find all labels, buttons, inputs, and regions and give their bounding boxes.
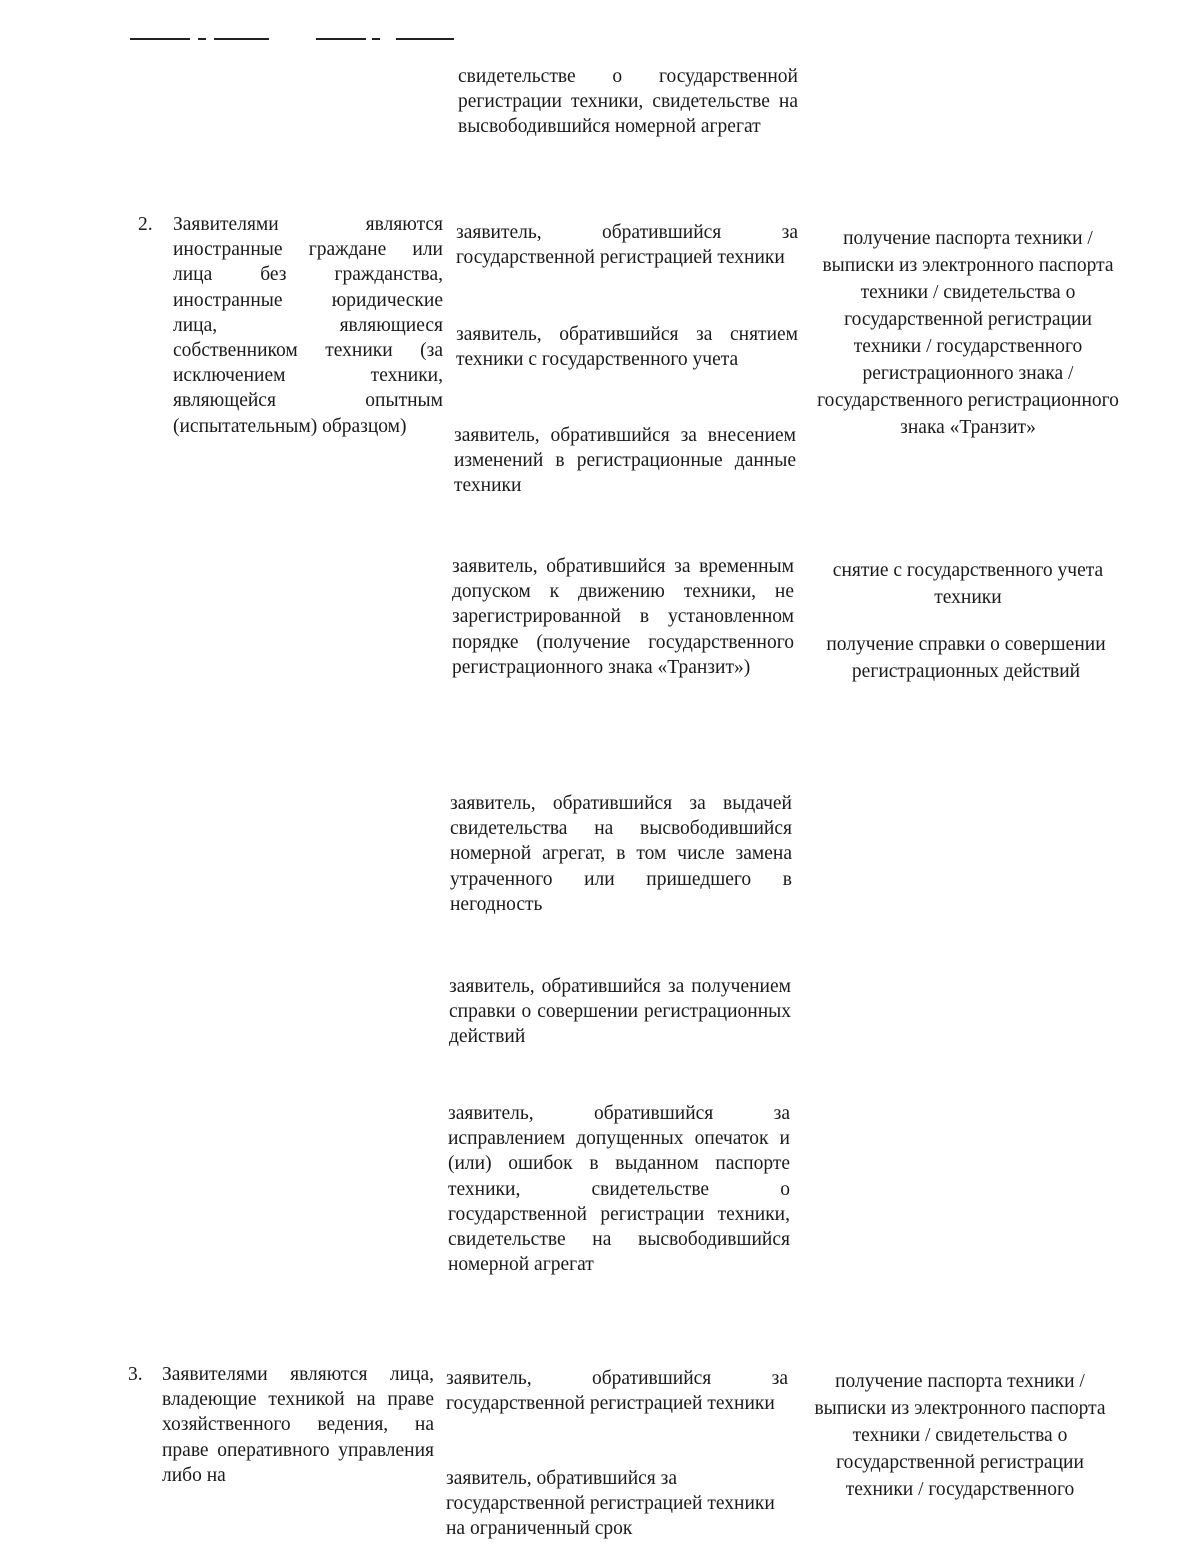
applicant-variant: заявитель, обратившийся за снятием техники с государственного учета (456, 324, 798, 371)
applicant-variant: заявитель, обратившийся за государственной регистрацией техники (456, 222, 798, 269)
applicant-description: Заявителями являются иностранные граждане или лица без гражданства, иностранные юридические лица, являющиеся собственником техники (за исключением техники, являющейся опытным (испытательным) образцом) (173, 214, 443, 437)
applicant-variant: заявитель, обратившийся за временным допуском к движению техники, не зарегистрированной в установленном порядке (получение государственного регистрационного знака «Транзит») (452, 556, 794, 678)
applicant-description: Заявителями являются лица, владеющие техникой на праве хозяйственного ведения, на праве оперативного управления либо на (162, 1364, 434, 1486)
service-result: получение паспорта техники / выписки из электронного паспорта техники / свидетельства о государственной регистрации техники / государственного (814, 1371, 1106, 1500)
service-result: получение справки о совершении регистрационных действий (826, 634, 1106, 682)
applicant-variant: заявитель, обратившийся за выдачей свидетельства на высвободившийся номерной агрегат, в том числе замена утраченного или пришедшего в негодность (450, 793, 792, 915)
applicant-variant: заявитель, обратившийся за государственной регистрацией техники на ограниченный срок (446, 1468, 775, 1540)
applicant-variant: заявитель, обратившийся за внесением изменений в регистрационные данные техники (454, 425, 796, 497)
service-result: получение паспорта техники / выписки из электронного паспорта техники / свидетельства о государственной регистрации техники / государственного регистрационного знака / государственного регистрационного знака «Транзит» (817, 228, 1119, 438)
applicant-variant: заявитель, обратившийся за получением справки о совершении регистрационных действий (449, 976, 791, 1048)
top-rule-lines (130, 38, 460, 42)
applicant-variant: заявитель, обратившийся за исправлением допущенных опечаток и (или) ошибок в выданном паспорте техники, свидетельстве о государственной регистрации техники, свидетельстве на высвободившийся номерной агрегат (448, 1103, 790, 1276)
continuation-fragment: свидетельстве о государственной регистрации техники, свидетельстве на высвободившийся номерной агрегат (458, 66, 798, 138)
row-number: 3. (128, 1364, 143, 1385)
service-result: снятие с государственного учета техники (832, 560, 1104, 608)
row-number: 2. (138, 214, 153, 235)
applicant-variant: заявитель, обратившийся за государственной регистрацией техники (446, 1368, 788, 1415)
